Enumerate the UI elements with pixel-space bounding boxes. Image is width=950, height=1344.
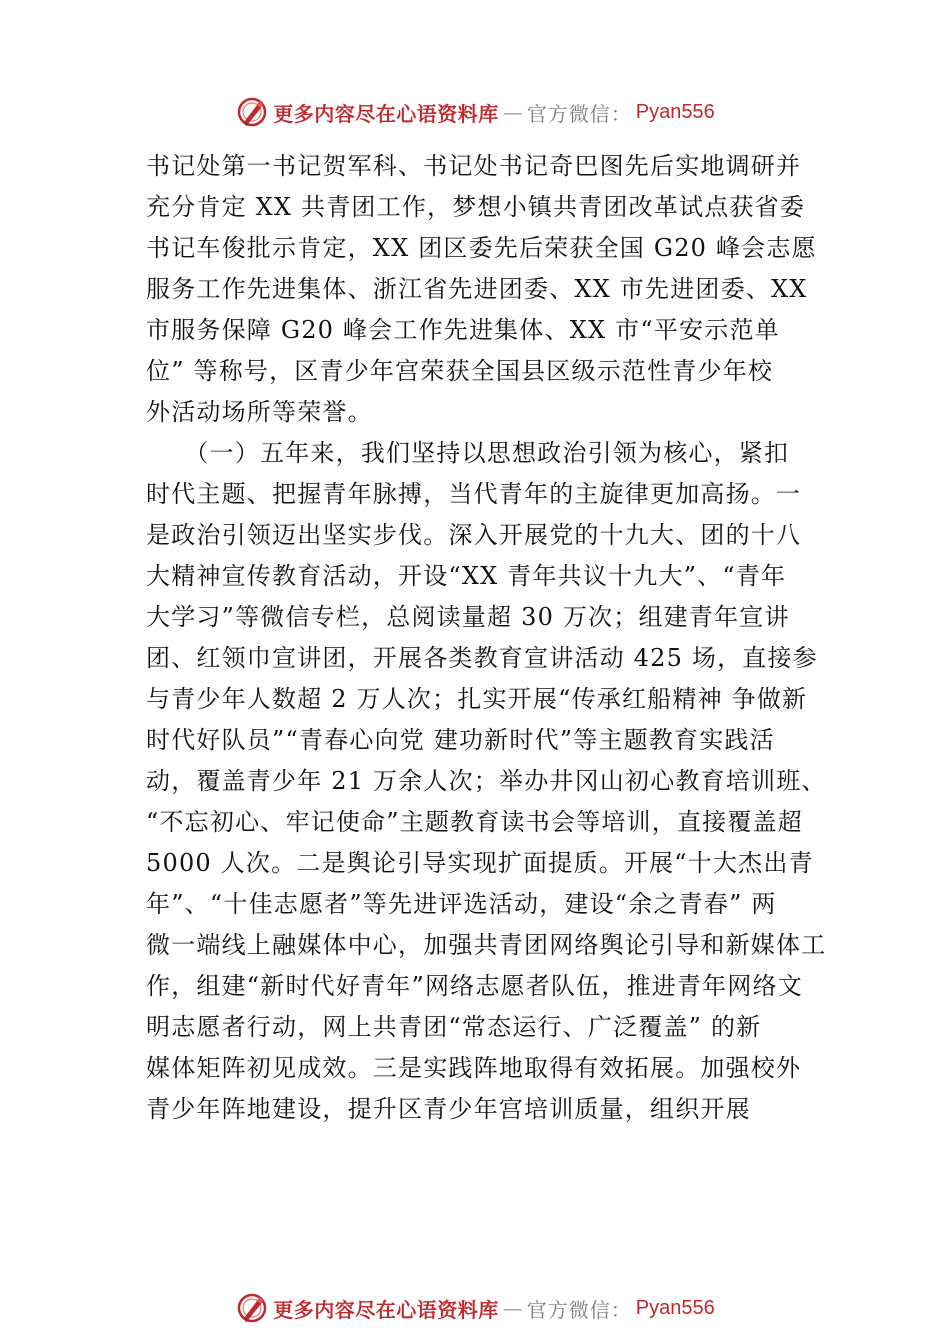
body-line: 充分肯定 XX 共青团工作，梦想小镇共青团改革试点获省委 — [146, 193, 806, 221]
body-line: 5000 人次。二是舆论引导实现扩面提质。开展“十大杰出青 — [146, 849, 814, 877]
body-line: 明志愿者行动，网上共青团“常态运行、广泛覆盖” 的新 — [146, 1013, 762, 1041]
body-line: 与青少年人数超 2 万人次；扎实开展“传承红船精神 争做新 — [146, 685, 808, 713]
body-line: 青少年阵地建设，提升区青少年宫培训质量，组织开展 — [146, 1095, 751, 1123]
header-dash: — — [502, 100, 523, 124]
body-line: 书记处第一书记贺军科、书记处书记奇巴图先后实地调研并 — [146, 152, 802, 180]
footer-official-label: 官方微信： — [526, 1297, 632, 1322]
body-line: 时代主题、把握青年脉搏，当代青年的主旋律更加高扬。一 — [146, 480, 802, 508]
body-line: “不忘初心、牢记使命”主题教育读书会等培训，直接覆盖超 — [146, 808, 803, 836]
footer-dash: — — [502, 1296, 523, 1320]
body-line: 大学习”等微信专栏，总阅读量超 30 万次；组建青年宣讲 — [146, 603, 790, 631]
footer-brand-text: 更多内容尽在心语资料库 — [273, 1297, 499, 1322]
footer-watermark-banner — [0, 1288, 950, 1328]
body-line: 市服务保障 G20 峰会工作先进集体、XX 市“平安示范单 — [146, 316, 780, 344]
body-line: 大精神宣传教育活动，开设“XX 青年共议十九大”、“青年 — [146, 562, 787, 590]
body-line: 年”、“十佳志愿者”等先进评选活动，建设“余之青春” 两 — [146, 890, 777, 918]
header-watermark-banner — [0, 92, 950, 132]
body-line: 时代好队员”“青春心向党 建功新时代”等主题教育实践活 — [146, 726, 775, 754]
body-line: 外活动场所等荣誉。 — [146, 398, 373, 426]
body-line: 作，组建“新时代好青年”网络志愿者队伍，推进青年网络文 — [146, 972, 803, 1000]
header-official-label: 官方微信： — [526, 101, 632, 126]
body-line: 团、红领巾宣讲团，开展各类教育宣讲活动 425 场，直接参 — [146, 644, 818, 672]
pen-logo-icon — [235, 95, 269, 129]
body-line: 媒体矩阵初见成效。三是实践阵地取得有效拓展。加强校外 — [146, 1054, 802, 1082]
pen-logo-icon — [235, 1291, 269, 1325]
header-brand-text: 更多内容尽在心语资料库 — [273, 101, 499, 126]
footer-wechat-id: Pyan556 — [635, 1296, 715, 1319]
body-line: 动，覆盖青少年 21 万余人次；举办井冈山初心教育培训班、 — [146, 767, 827, 795]
body-line: （一）五年来，我们坚持以思想政治引领为核心，紧扣 — [146, 439, 790, 467]
body-line: 服务工作先进集体、浙江省先进团委、XX 市先进团委、XX — [146, 275, 808, 303]
document-body — [146, 146, 827, 1130]
body-line: 微一端线上融媒体中心，加强共青团网络舆论引导和新媒体工 — [146, 931, 827, 959]
header-wechat-id: Pyan556 — [635, 100, 715, 123]
body-line: 书记车俊批示肯定，XX 团区委先后荣获全国 G20 峰会志愿 — [146, 234, 817, 262]
body-line: 是政治引领迈出坚实步伐。深入开展党的十九大、团的十八 — [146, 521, 802, 549]
body-line: 位” 等称号，区青少年宫荣获全国县区级示范性青少年校 — [146, 357, 774, 385]
